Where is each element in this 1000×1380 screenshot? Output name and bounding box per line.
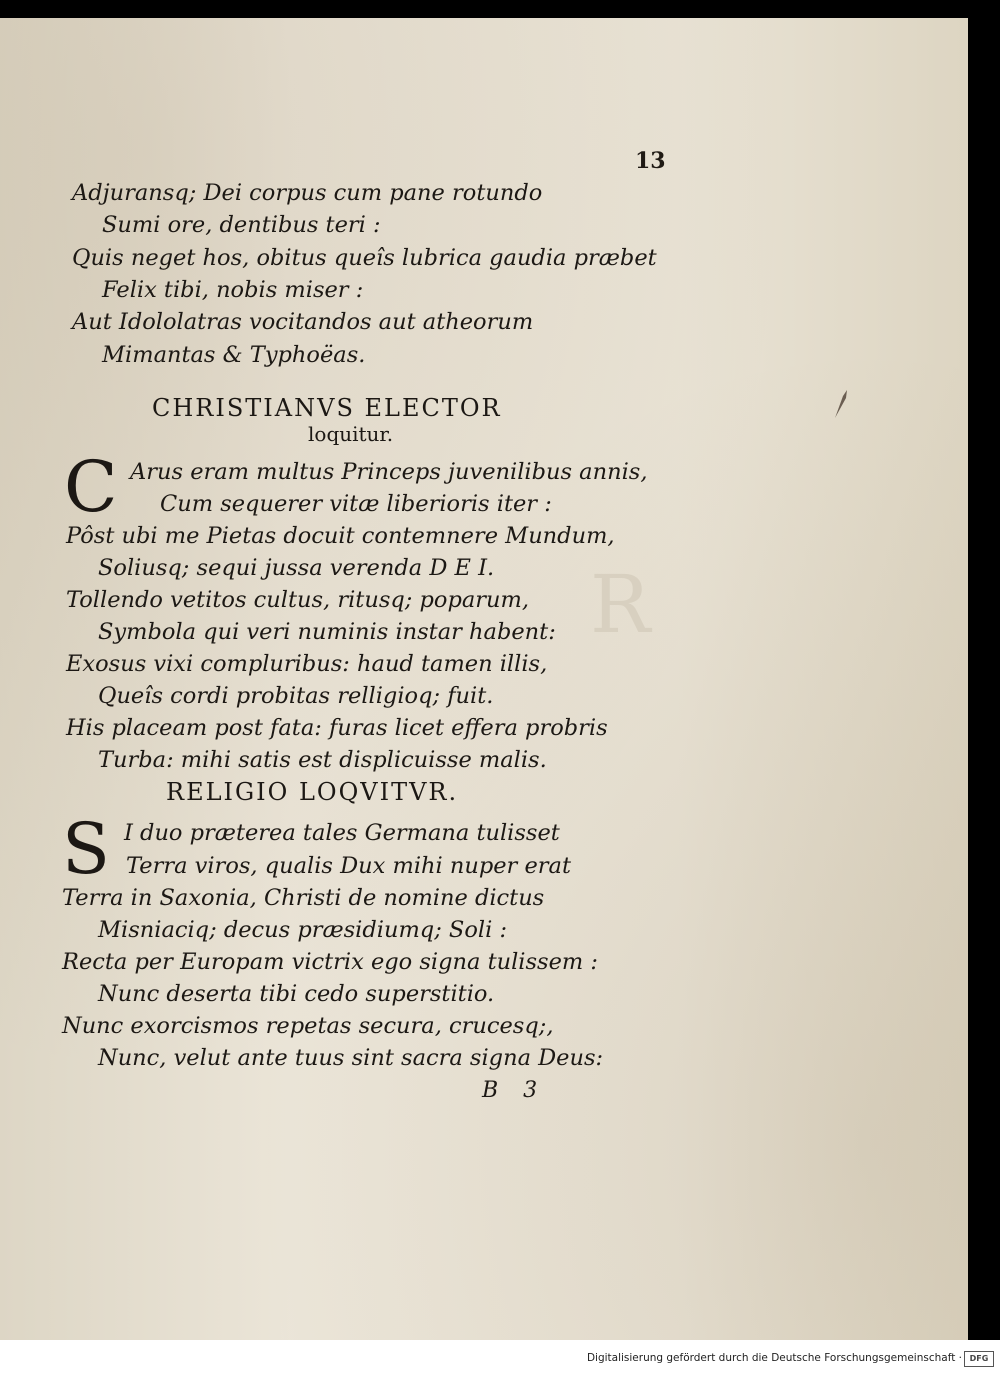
verse-line: Arus eram multus Princeps juvenilibus annis, (130, 459, 648, 485)
verse-line: Soliusq; sequi jussa verenda D E I. (98, 555, 495, 581)
verse-line: Quis neget hos, obitus queîs lubrica gaudia præbet (72, 245, 657, 271)
verse-line: Terra in Saxonia, Christi de nomine dictus (62, 885, 545, 911)
dfg-logo-icon[interactable]: DFG (964, 1351, 994, 1367)
verse-line: Queîs cordi probitas relligioq; fuit. (98, 683, 494, 709)
footer-credit: Digitalisierung gefördert durch die Deutsche Forschungsgemeinschaft · (586, 1352, 962, 1364)
drop-cap: C (64, 446, 118, 528)
signature-mark: B 3 (482, 1078, 538, 1103)
verse-line: I duo præterea tales Germana tulisset (124, 820, 560, 846)
verse-line: Misniaciq; decus præsidiumq; Soli : (98, 917, 508, 943)
page-number: 13 (635, 148, 666, 174)
verse-line: Recta per Europam victrix ego signa tulissem : (62, 949, 598, 975)
verse-line: Cum sequerer vitæ liberioris iter : (160, 491, 552, 517)
verse-line: His placeam post fata: furas licet effera probris (66, 715, 608, 741)
footer-bar (0, 1340, 1000, 1380)
verse-line: Aut Idololatras vocitandos aut atheorum (72, 309, 534, 335)
verse-line: Pôst ubi me Pietas docuit contemnere Mundum, (66, 523, 615, 549)
verse-line: Adjuransq; Dei corpus cum pane rotundo (72, 180, 543, 206)
verse-line: Sumi ore, dentibus teri : (102, 212, 381, 238)
verse-line: Nunc exorcismos repetas secura, crucesq;, (62, 1013, 554, 1039)
pencil-mark (833, 388, 849, 420)
book-page (0, 18, 968, 1340)
verse-line: Mimantas & Typhoëas. (102, 342, 366, 368)
drop-cap: S (62, 808, 110, 890)
verse-line: Exosus vixi compluribus: haud tamen illis, (66, 651, 548, 677)
verse-line: Tollendo vetitos cultus, ritusq; poparum, (66, 587, 529, 613)
verse-line: Turba: mihi satis est displicuisse malis. (98, 747, 547, 773)
section-heading: RELIGIO LOQVITVR. (166, 778, 459, 806)
show-through-text: R (590, 558, 661, 651)
verse-line: Nunc deserta tibi cedo superstitio. (98, 981, 495, 1007)
verse-line: Nunc, velut ante tuus sint sacra signa Deus: (98, 1045, 604, 1071)
verse-line: Symbola qui veri numinis instar habent: (98, 619, 556, 645)
verse-line: Felix tibi, nobis miser : (102, 277, 364, 303)
section-subheading: loquitur. (308, 422, 394, 446)
section-heading: CHRISTIANVS ELECTOR (152, 394, 502, 422)
verse-line: Terra viros, qualis Dux mihi nuper erat (126, 853, 571, 879)
